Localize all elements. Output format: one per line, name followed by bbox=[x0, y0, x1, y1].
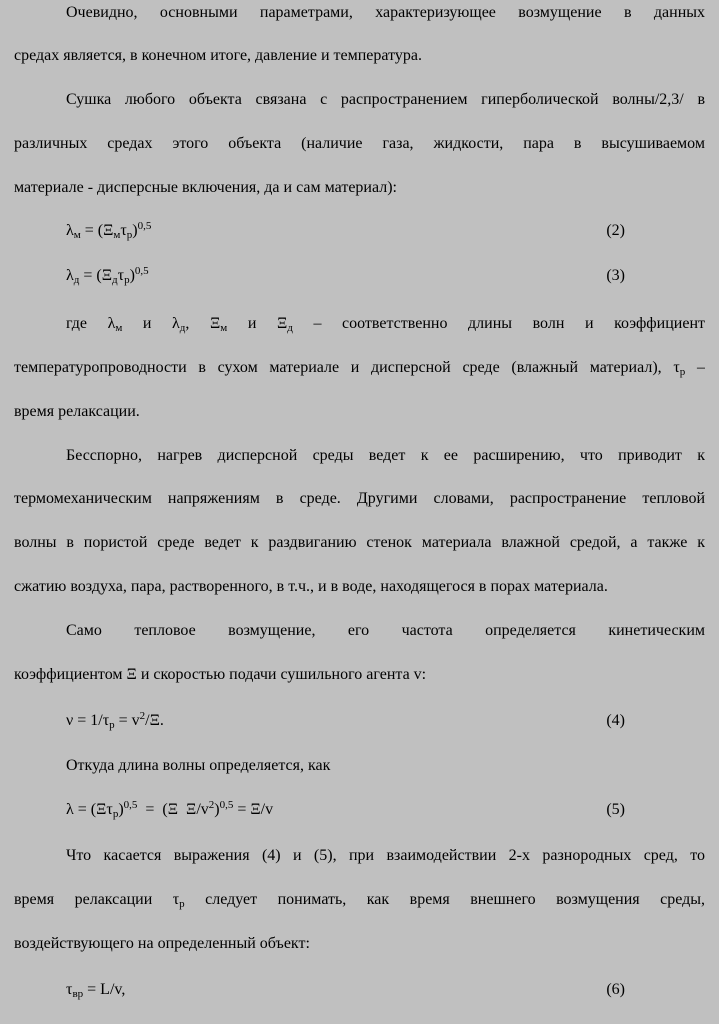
equation-2-text: $\lambda_м = (\Xi_м\tau_р)^{0,5}$ bbox=[66, 220, 152, 241]
equation-3 bbox=[66, 265, 705, 287]
equation-5 bbox=[66, 799, 705, 821]
equation-5-number: (5) bbox=[606, 801, 625, 818]
p3-line-2: температуропроводности в сухом материале и дисперсной среде (влажный материал), $\tau_р$ – bbox=[14, 359, 705, 378]
equation-4-text: $\nu = 1/\tau_р = v^2/\Xi$. bbox=[66, 710, 164, 731]
p2-line-2: различных средах этого объекта (наличие газа, жидкости, пара в высушиваемом bbox=[14, 135, 705, 152]
p1-line-1: Очевидно, основными параметрами, характеризующее возмущение в данных bbox=[66, 4, 705, 21]
p4-line-1: Бесспорно, нагрев дисперсной среды ведет к ее расширению, что приводит к bbox=[66, 447, 705, 464]
p7-line-1: Что касается выражения (4) и (5), при взаимодействии 2-х разнородных сред, то bbox=[66, 847, 705, 864]
p5-line-1: Само тепловое возмущение, его частота определяется кинетическим bbox=[66, 622, 705, 639]
p5-line-2: коэффициентом Ξ и скоростью подачи сушильного агента v: bbox=[14, 666, 427, 683]
p4-line-4: сжатию воздуха, пара, растворенного, в т.ч., и в воде, находящегося в порах материала. bbox=[14, 578, 608, 595]
p3-line-3: время релаксации. bbox=[14, 403, 140, 420]
equation-3-text: $\lambda_д = (\Xi_д\tau_р)^{0,5}$ bbox=[66, 265, 149, 286]
p1-line-2: средах является, в конечном итоге, давление и температура. bbox=[14, 47, 422, 64]
p7-line-2: время релаксации $\tau_р$ следует понимать, как время внешнего возмущения среды, bbox=[14, 891, 705, 910]
p2-line-1: Сушка любого объекта связана с распространением гиперболической волны/2,3/ в bbox=[66, 91, 705, 108]
equation-2-number: (2) bbox=[606, 222, 625, 239]
equation-6 bbox=[66, 979, 705, 1001]
equation-6-text: $\tau_{вр} = L/v$, bbox=[66, 981, 126, 1000]
p4-line-2: термомеханическим напряжениям в среде. Другими словами, распространение тепловой bbox=[14, 490, 705, 507]
p3-line-1: где $\lambda_м$ и $\lambda_д$, $\Xi_м$ и $\Xi_д$ – соответственно длины волн и коэффициент bbox=[66, 315, 705, 334]
p4-line-3: волны в пористой среде ведет к раздвиганию стенок материала влажной средой, а также к bbox=[14, 534, 705, 551]
p7-line-3: воздействующего на определенный объект: bbox=[14, 935, 310, 952]
equation-6-number: (6) bbox=[606, 981, 625, 998]
p6-line-1: Откуда длина волны определяется, как bbox=[66, 757, 331, 774]
equation-5-text: $\lambda = (\Xi\tau_р)^{0,5} = (\Xi$ $\Xi/v^2)^{0,5} = \Xi/v$ bbox=[66, 799, 274, 820]
equation-4 bbox=[66, 710, 705, 732]
equation-4-number: (4) bbox=[606, 712, 625, 729]
p2-line-3: материале - дисперсные включения, да и сам материал): bbox=[14, 179, 397, 196]
equation-3-number: (3) bbox=[606, 267, 625, 284]
equation-2 bbox=[66, 220, 705, 242]
